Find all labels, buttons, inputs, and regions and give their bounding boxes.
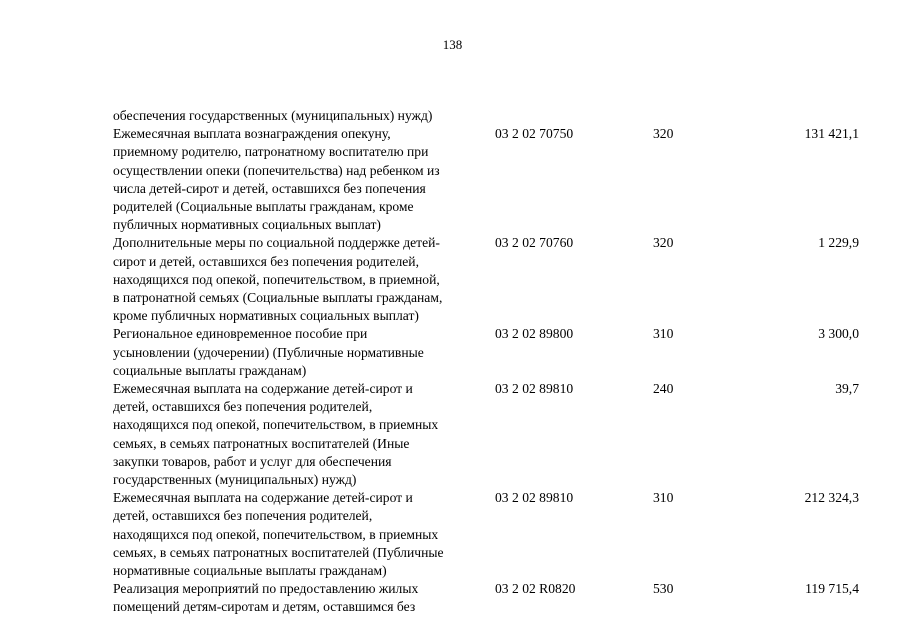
row-amount: 119 715,4	[805, 581, 859, 597]
table-row	[113, 489, 863, 580]
row-target-code: 03 2 02 89800	[495, 326, 574, 342]
table-row	[113, 325, 863, 380]
row-expense-type: 320	[653, 235, 674, 251]
row-amount: 3 300,0	[818, 326, 859, 342]
row-amount: 131 421,1	[804, 126, 859, 142]
row-target-code: 03 2 02 89810	[495, 381, 574, 397]
table-row	[113, 580, 863, 616]
row-description: Реализация мероприятий по предоставлению жилых помещений детям-сиротам и детям, оставшимся без	[113, 581, 419, 615]
row-target-code: 03 2 02 R0820	[495, 581, 576, 597]
page-number: 138	[442, 37, 463, 52]
row-description: Ежемесячная выплата вознаграждения опекуну, приемному родителю, патронатному воспитателю при осуществлении опеки (попечительства) над ребенком из числа детей-сирот и детей, оставшихся без попечения родителей (Социальные выплаты гражданам, кроме публичных нормативных социальных выплат)	[113, 126, 440, 233]
row-expense-type: 310	[653, 326, 674, 342]
row-description: Ежемесячная выплата на содержание детей-сирот и детей, оставшихся без попечения родителей, находящихся под опекой, попечительством, в приемных семьях, в семьях патронатных воспитателей (Публичные нормативные социальные выплаты гражданам)	[113, 490, 444, 579]
row-description: Дополнительные меры по социальной поддержке детей- сирот и детей, оставшихся без попечения родителей, находящихся под опекой, попечительством, в приемной, в патронатной семьях (Социальные выплаты гражданам, кроме публичных нормативных социальных выплат)	[113, 235, 443, 324]
row-amount: 39,7	[835, 381, 859, 397]
row-target-code: 03 2 02 70750	[495, 126, 574, 142]
row-expense-type: 240	[653, 381, 674, 397]
row-description: Региональное единовременное пособие при усыновлении (удочерении) (Публичные нормативные социальные выплаты гражданам)	[113, 326, 424, 378]
row-expense-type: 320	[653, 126, 674, 142]
row-amount: 1 229,9	[818, 235, 859, 251]
budget-table	[113, 107, 863, 617]
row-description: Ежемесячная выплата на содержание детей-сирот и детей, оставшихся без попечения родителей, находящихся под опекой, попечительством, в приемных семьях, в семьях патронатных воспитателей (Иные закупки товаров, работ и услуг для обеспечения государственных (муниципальных) нужд)	[113, 381, 439, 488]
row-amount: 212 324,3	[804, 490, 859, 506]
table-row	[113, 107, 863, 125]
row-expense-type: 310	[653, 490, 674, 506]
row-target-code: 03 2 02 89810	[495, 490, 574, 506]
table-row	[113, 234, 863, 325]
table-row	[113, 125, 863, 234]
table-row	[113, 380, 863, 489]
row-description: обеспечения государственных (муниципальных) нужд)	[113, 108, 433, 123]
row-target-code: 03 2 02 70760	[495, 235, 574, 251]
row-expense-type: 530	[653, 581, 674, 597]
